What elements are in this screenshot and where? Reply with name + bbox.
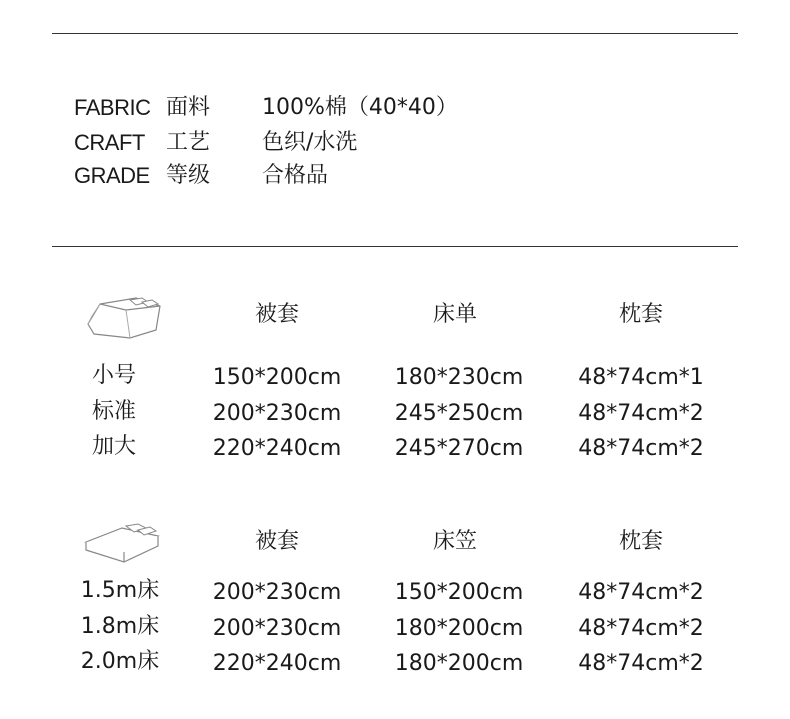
table2-cell: 48*74cm*2 bbox=[578, 651, 704, 676]
table1-cell: 220*240cm bbox=[212, 436, 342, 461]
table2-cell: 48*74cm*2 bbox=[578, 616, 704, 641]
fitted-sheet-bed-icon bbox=[82, 520, 164, 566]
table2-header-fitted-sheet: 床笠 bbox=[432, 529, 478, 554]
spec-value: 合格品 bbox=[262, 163, 329, 188]
table1-cell: 48*74cm*2 bbox=[578, 401, 704, 426]
spec-label-cn: 等级 bbox=[166, 163, 211, 188]
table2-row-label: 1.5m床 bbox=[80, 578, 160, 603]
table1-row-label: 加大 bbox=[91, 434, 137, 459]
table2-cell: 180*200cm bbox=[394, 651, 524, 676]
table1-header-duvet: 被套 bbox=[254, 302, 300, 327]
spec-label-cn: 工艺 bbox=[166, 130, 211, 155]
table1-cell: 150*200cm bbox=[212, 365, 342, 390]
table1-cell: 48*74cm*2 bbox=[578, 436, 704, 461]
top-divider bbox=[52, 33, 738, 34]
table2-cell: 180*200cm bbox=[394, 616, 524, 641]
table1-header-sheet: 床单 bbox=[432, 302, 478, 327]
table1-header-pillowcase: 枕套 bbox=[618, 302, 664, 327]
spec-value: 色织/水洗 bbox=[262, 130, 358, 155]
table1-cell: 245*270cm bbox=[394, 436, 524, 461]
table2-cell: 200*230cm bbox=[212, 616, 342, 641]
table1-row-label: 小号 bbox=[91, 363, 137, 388]
table2-cell: 48*74cm*2 bbox=[578, 580, 704, 605]
table2-header-pillowcase: 枕套 bbox=[618, 529, 664, 554]
table2-cell: 200*230cm bbox=[212, 580, 342, 605]
table2-row-label: 2.0m床 bbox=[80, 649, 160, 674]
table1-cell: 245*250cm bbox=[394, 401, 524, 426]
table1-row-label: 标准 bbox=[91, 399, 137, 424]
spec-label-cn: 面料 bbox=[166, 95, 211, 120]
spec-value: 100%棉（40*40） bbox=[262, 95, 458, 120]
table2-row-label: 1.8m床 bbox=[80, 614, 160, 639]
table2-header-duvet: 被套 bbox=[254, 529, 300, 554]
spec-label-en: FABRIC bbox=[74, 95, 151, 120]
spec-label-en: GRADE bbox=[74, 163, 150, 188]
table1-cell: 48*74cm*1 bbox=[578, 365, 704, 390]
table2-cell: 150*200cm bbox=[394, 580, 524, 605]
flat-sheet-bed-icon bbox=[84, 294, 164, 344]
table1-cell: 180*230cm bbox=[394, 365, 524, 390]
middle-divider bbox=[52, 246, 738, 247]
spec-label-en: CRAFT bbox=[74, 130, 145, 155]
table2-cell: 220*240cm bbox=[212, 651, 342, 676]
table1-cell: 200*230cm bbox=[212, 401, 342, 426]
